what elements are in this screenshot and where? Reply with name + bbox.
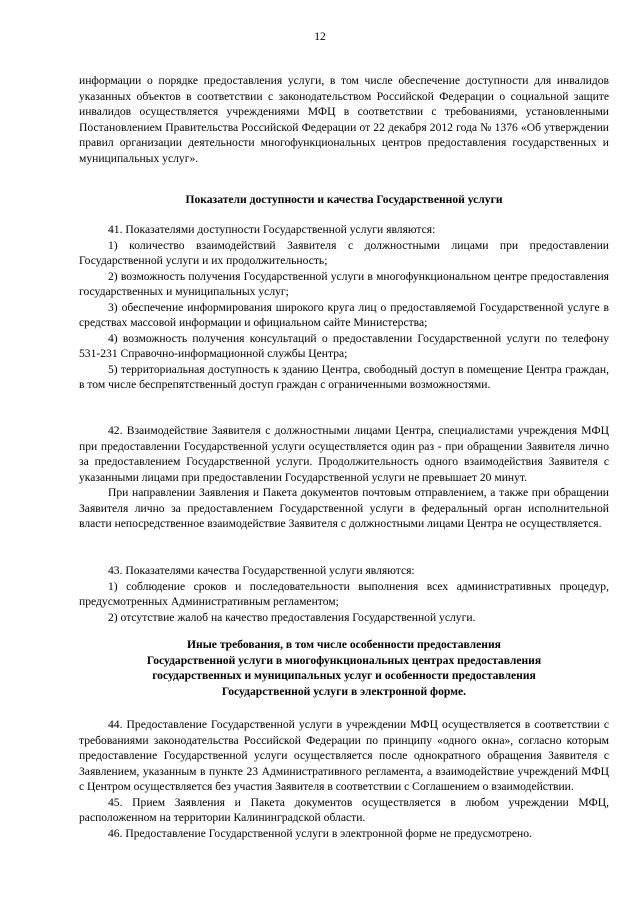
list-item: 1) соблюдение сроков и последовательности выполнения всех административных процедур, предусмотренных Административным регламентом;: [79, 579, 609, 608]
paragraph-44: 44. Предоставление Государственной услуги в учреждении МФЦ осуществляется в соответствии с требованиями законодательства Российской Федерации по принципу «одного окна», согласно которым предоставление Государственной услуги осуществляется после однократного обращения Заявителя с Заявлением, указанным в пункте 23 Административного регламента, а взаимодействие учреждений МФЦ с Центром осуществляется без участия Заявителя в соответствии с Соглашением о взаимодействии.: [79, 718, 609, 793]
list-item: 5) территориальная доступность к зданию Центра, свободный доступ в помещение Центра граждан, в том числе беспрепятственный доступ граждан с ограниченными возможностями.: [79, 362, 609, 391]
list-item: 2) возможность получения Государственной услуги в многофункциональном центре предоставления государственных и муниципальных услуг;: [79, 269, 609, 298]
paragraph-42-mail: При направлении Заявления и Пакета документов почтовым отправлением, а также при обращении Заявителя лично за предоставлением Государственной услуги в федеральный орган исполнительной власти непосредственное взаимодействие Заявителя с должностными лицами Центра не осуществляется.: [79, 486, 609, 530]
paragraph-43-lead: 43. Показателями качества Государственной услуги являются:: [108, 564, 415, 577]
section-heading-line: государственных и муниципальных услуг и особенности предоставления: [152, 669, 536, 682]
intro-paragraph-block: [79, 73, 609, 166]
list-item: 3) обеспечение информирования широкого круга лиц о предоставляемой Государственной услуге в средствах массовой информации и официальном сайте Министерства;: [79, 300, 609, 329]
section-42: [79, 423, 609, 532]
section-41: [79, 222, 609, 393]
list-item: 2) отсутствие жалоб на качество предоставления Государственной услуги.: [108, 610, 476, 624]
section-43: [79, 563, 609, 625]
intro-paragraph: информации о порядке предоставления услуги, в том числе обеспечение доступности для инвалидов указанных объектов в соответствии с законодательством Российской Федерации о социальной защите инвалидов осуществляется учреждениями МФЦ в соответствии с требованиями, установленными Постановлением Правительства Российской Федерации от 22 декабря 2012 года № 1376 «Об утверждении правил организации деятельности многофункциональных центров предоставления государственных и муниципальных услуг».: [79, 74, 609, 165]
section-44-46: [79, 717, 609, 841]
list-item: 4) возможность получения консультаций о предоставлении Государственной услуги по телефону 531-231 Справочно-информационной службы Центра;: [79, 331, 609, 360]
paragraph-42: 42. Взаимодействие Заявителя с должностными лицами Центра, специалистами учреждения МФЦ при предоставлении Государственной услуги осуществляется один раз - при обращении Заявителя лично за предоставлением Государственной услуги. Продолжительность одного взаимодействия Заявителя с указанными лицами при предоставлении Государственной услуги не превышает 20 минут.: [79, 424, 609, 484]
heading-other-requirements-block: [79, 637, 609, 699]
paragraph-46: 46. Предоставление Государственной услуги в электронной форме не предусмотрено.: [108, 826, 532, 840]
list-item: 1) количество взаимодействий Заявителя с должностными лицами при предоставлении Государственной услуги и их продолжительность;: [79, 238, 609, 267]
section-heading: Показатели доступности и качества Государственной услуги: [185, 193, 503, 206]
section-heading-line: Государственной услуги в многофункциональных центрах предоставления: [146, 653, 542, 667]
heading-accessibility-block: [79, 192, 609, 208]
paragraph-45: 45. Прием Заявления и Пакета документов осуществляется в любом учреждении МФЦ, расположенном на территории Калининградской области.: [79, 795, 609, 824]
section-heading-line: Государственной услуги в электронной форме.: [221, 684, 467, 698]
page-number: 12: [314, 30, 326, 43]
section-heading-line: Иные требования, в том числе особенности предоставления: [187, 638, 501, 651]
paragraph-41-lead: 41. Показателями доступности Государственной услуги являются:: [108, 223, 436, 236]
